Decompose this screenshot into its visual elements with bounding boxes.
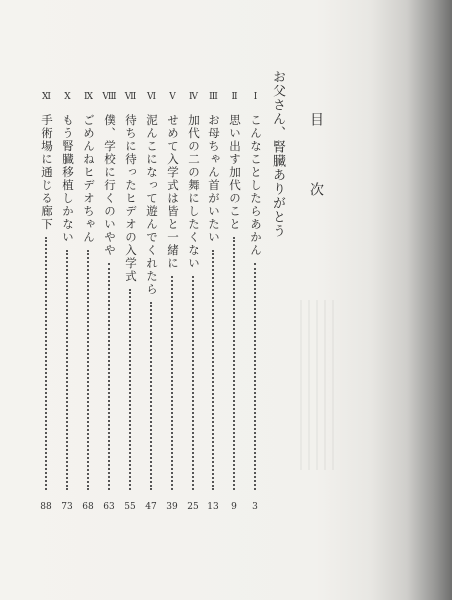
toc-entry <box>38 92 54 512</box>
chapter-title: 待ちに待ったヒデオの入学式 <box>124 114 138 283</box>
leader-dots <box>192 276 194 490</box>
page-number: 63 <box>103 502 115 512</box>
toc-heading: 目 次 <box>308 112 324 216</box>
chapter-number: VII <box>124 92 136 102</box>
chapter-title: 思い出す加代のこと <box>228 114 242 231</box>
chapter-number: I <box>253 92 257 102</box>
leader-dots <box>233 237 235 490</box>
part-title: お父さん、腎臓ありがとう <box>270 70 285 238</box>
toc-entry <box>205 92 221 512</box>
show-through <box>300 300 340 470</box>
chapter-title: 泥んこになって遊んでくれたら <box>145 114 159 296</box>
toc-entry <box>59 92 75 512</box>
chapter-number: X <box>64 92 70 102</box>
chapter-title: せめて入学式は皆と一緒に <box>166 114 180 270</box>
chapter-number: XI <box>42 92 50 102</box>
chapter-number: II <box>231 92 237 102</box>
toc-entry <box>122 92 138 512</box>
chapter-number: IV <box>188 92 198 102</box>
page-number: 88 <box>40 502 52 512</box>
chapter-number: V <box>169 92 175 102</box>
leader-dots <box>108 263 110 490</box>
chapter-title: こんなことしたらあかん <box>249 114 263 257</box>
chapter-title: 僕、学校に行くのいやや <box>103 114 117 257</box>
leader-dots <box>254 263 256 490</box>
chapter-title: ごめんねヒデオちゃん <box>82 114 96 244</box>
chapter-number: VIII <box>102 92 116 102</box>
chapter-title: 手術場に通じる廊下 <box>40 114 54 231</box>
leader-dots <box>45 237 47 490</box>
page-number: 13 <box>207 502 219 512</box>
page-number: 39 <box>166 502 178 512</box>
leader-dots <box>212 250 214 490</box>
page-number: 47 <box>145 502 157 512</box>
toc-entry <box>247 92 263 512</box>
toc-entry <box>101 92 117 512</box>
page-number: 3 <box>252 502 258 512</box>
leader-dots <box>171 276 173 490</box>
chapter-number: IX <box>84 92 92 102</box>
page-number: 68 <box>82 502 94 512</box>
chapter-title: 加代の二の舞にしたくない <box>187 114 201 270</box>
leader-dots <box>129 289 131 490</box>
leader-dots <box>87 250 89 490</box>
toc-entry <box>143 92 159 512</box>
toc-entry <box>80 92 96 512</box>
toc-entry <box>185 92 201 512</box>
page-number: 9 <box>231 502 237 512</box>
chapter-number: VI <box>146 92 156 102</box>
chapter-title: もう腎臓移植しかない <box>61 114 75 244</box>
page-number: 73 <box>61 502 73 512</box>
chapter-title: お母ちゃん首がいたい <box>207 114 221 244</box>
leader-dots <box>66 250 68 490</box>
page-number: 55 <box>124 502 136 512</box>
page-number: 25 <box>187 502 199 512</box>
toc-entry <box>226 92 242 512</box>
toc-entry <box>164 92 180 512</box>
chapter-number: III <box>209 92 217 102</box>
leader-dots <box>150 302 152 490</box>
